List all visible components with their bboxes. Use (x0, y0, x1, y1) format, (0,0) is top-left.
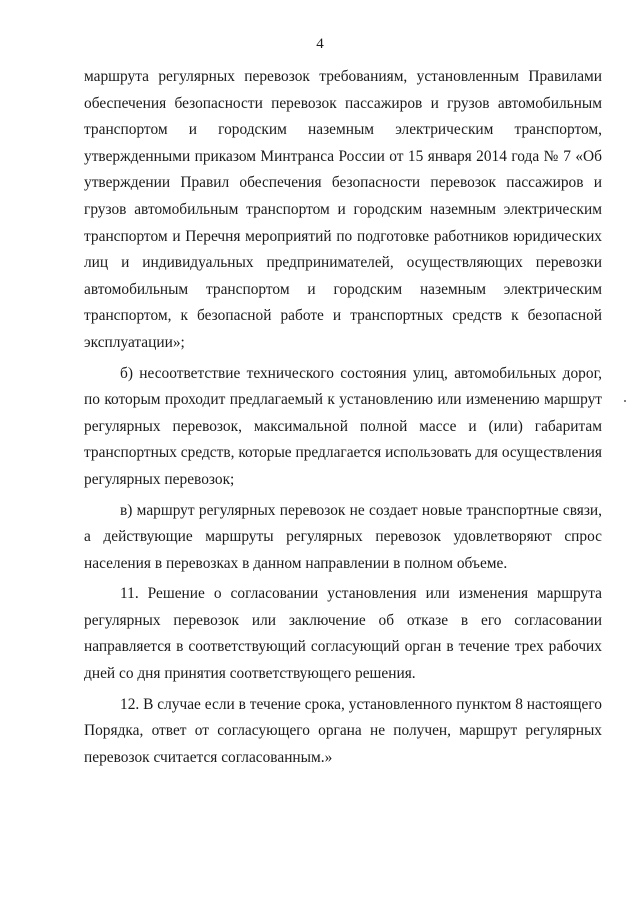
paragraph-12: 12. В случае если в течение срока, установленного пунктом 8 настоящего Порядка, ответ от согласующего органа не получен, маршрут регулярных перевозок считается согласованным.» (84, 695, 602, 766)
paragraph-v: в) маршрут регулярных перевозок не создает новые транспортные связи, а действующие маршруты регулярных перевозок удовлетворяют спрос населения в перевозках в данном направлении в полном объеме. (84, 501, 602, 572)
paragraph-11: 11. Решение о согласовании установления или изменения маршрута регулярных перевозок или заключение об отказе в его согласовании направляется в соответствующий согласующий орган в течение трех рабочих дней со дня принятия соответствующего решения. (84, 585, 602, 683)
scan-artifact-dot (624, 400, 626, 402)
paragraph-b: б) несоответствие технического состояния улиц, автомобильных дорог, по которым проходит предлагаемый к установлению или изменению маршрут регулярных перевозок, максимальной полной массе и (или) габаритам транспортных средств, которые предлагается использовать для осуществления регулярных перевозок; (84, 364, 602, 488)
page-number: 4 (316, 36, 324, 52)
paragraph-continuation: маршрута регулярных перевозок требованиям, установленным Правилами обеспечения безопасности перевозок пассажиров и грузов автомобильным транспортом и городским наземным электрическим транспортом, утвержденными приказом Минтранса России от 15 января 2014 года № 7 «Об утверждении Правил обеспечения безопасности перевозок пассажиров и грузов автомобильным транспортом и городским наземным электрическим транспортом и Перечня мероприятий по подготовке работников юридических лиц и индивидуальных предпринимателей, осуществляющих перевозки автомобильным транспортом и городским наземным электрическим транспортом, к безопасной работе и транспортных средств к безопасной эксплуатации»; (84, 68, 602, 351)
document-body (84, 64, 602, 771)
